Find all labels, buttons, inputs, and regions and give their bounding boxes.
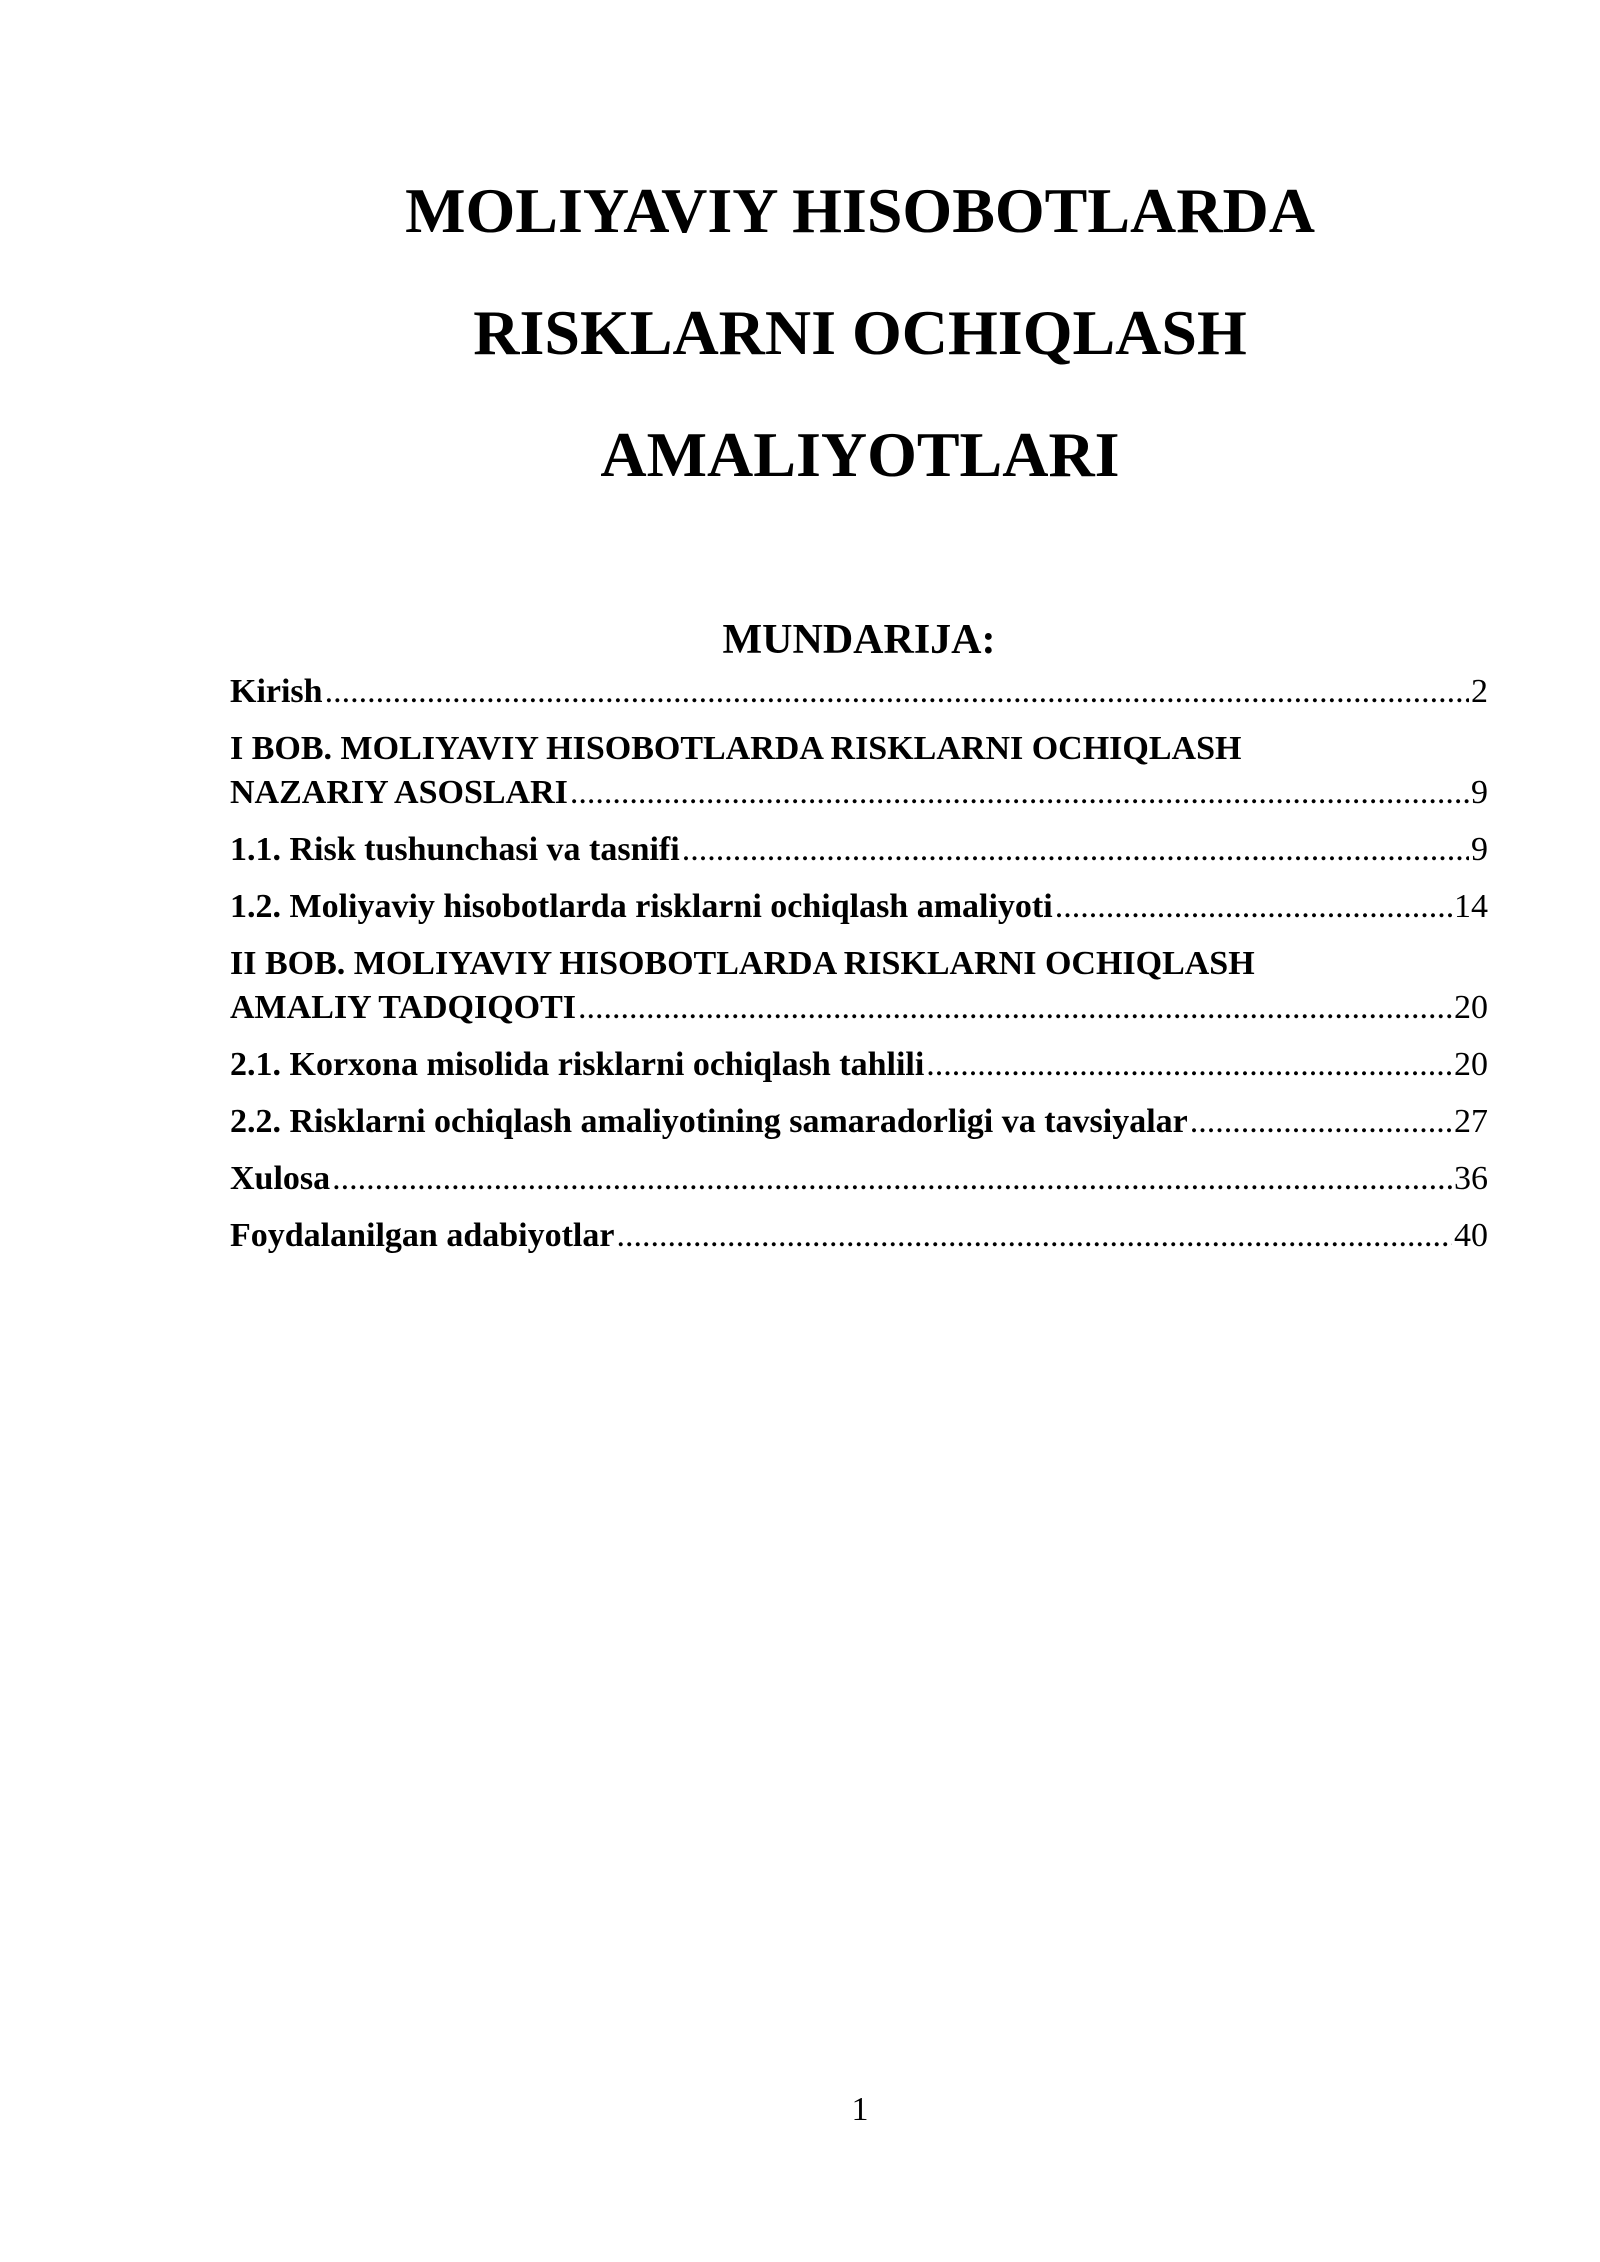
toc-entry-label: 2.2. Risklarni ochiqlash amaliyotining samaradorligi va tavsiyalar <box>230 1103 1188 1140</box>
toc-entry-page: 20 <box>1454 989 1488 1026</box>
toc-entry-kirish[interactable] <box>230 670 1488 714</box>
toc-entry-page: 36 <box>1454 1160 1488 1197</box>
toc-leader-dots <box>926 1043 1452 1087</box>
title-line-3: AMALIYOTLARI <box>600 419 1120 490</box>
toc-leader-dots <box>332 1157 1452 1201</box>
toc-entry-label: 1.2. Moliyaviy hisobotlarda risklarni ochiqlash amaliyoti <box>230 888 1053 925</box>
toc-leader-dots <box>570 771 1469 815</box>
toc-entry-lead: I BOB. MOLIYAVIY HISOBOTLARDA RISKLARNI OCHIQLASH <box>230 730 1242 767</box>
toc-leader-dots <box>682 828 1469 872</box>
toc-entry-page: 27 <box>1454 1103 1488 1140</box>
toc-entry-label: AMALIY TADQIQOTI <box>230 989 577 1026</box>
toc-leader-dots <box>578 986 1452 1030</box>
toc-entry-label: Foydalanilgan adabiyotlar <box>230 1217 615 1254</box>
toc-entry-page: 14 <box>1454 888 1488 925</box>
page-number: 1 <box>851 2091 869 2128</box>
toc-entry-1-2[interactable] <box>230 885 1488 929</box>
toc-entry-1-1[interactable] <box>230 828 1488 872</box>
toc-entry-page: 2 <box>1471 673 1488 710</box>
toc-entry-xulosa[interactable] <box>230 1157 1488 1201</box>
toc-entry-page: 9 <box>1471 831 1488 868</box>
toc-leader-dots <box>1055 885 1452 929</box>
toc-entry-bibliography[interactable] <box>230 1214 1488 1258</box>
table-of-contents <box>230 670 1488 1271</box>
toc-entry-label: Xulosa <box>230 1160 331 1197</box>
toc-entry-label: Kirish <box>230 673 323 710</box>
title-line-2: RISKLARNI OCHIQLASH <box>473 297 1247 368</box>
toc-entry-chapter-1[interactable] <box>230 727 1488 815</box>
toc-entry-label: NAZARIY ASOSLARI <box>230 774 568 811</box>
toc-entry-chapter-2[interactable] <box>230 942 1488 1030</box>
toc-entry-label: 1.1. Risk tushunchasi va tasnifi <box>230 831 680 868</box>
document-title <box>330 150 1390 516</box>
toc-leader-dots <box>325 670 1469 714</box>
title-line-1: MOLIYAVIY HISOBOTLARDA <box>405 175 1315 246</box>
toc-leader-dots <box>616 1214 1452 1258</box>
toc-leader-dots <box>1190 1100 1452 1144</box>
toc-entry-page: 20 <box>1454 1046 1488 1083</box>
toc-entry-lead: II BOB. MOLIYAVIY HISOBOTLARDA RISKLARNI OCHIQLASH <box>230 945 1255 982</box>
toc-entry-2-2[interactable] <box>230 1100 1488 1144</box>
toc-entry-2-1[interactable] <box>230 1043 1488 1087</box>
toc-entry-page: 40 <box>1454 1217 1488 1254</box>
toc-entry-label: 2.1. Korxona misolida risklarni ochiqlash tahlili <box>230 1046 925 1083</box>
toc-heading: MUNDARIJA: <box>722 617 996 663</box>
toc-entry-page: 9 <box>1471 774 1488 811</box>
